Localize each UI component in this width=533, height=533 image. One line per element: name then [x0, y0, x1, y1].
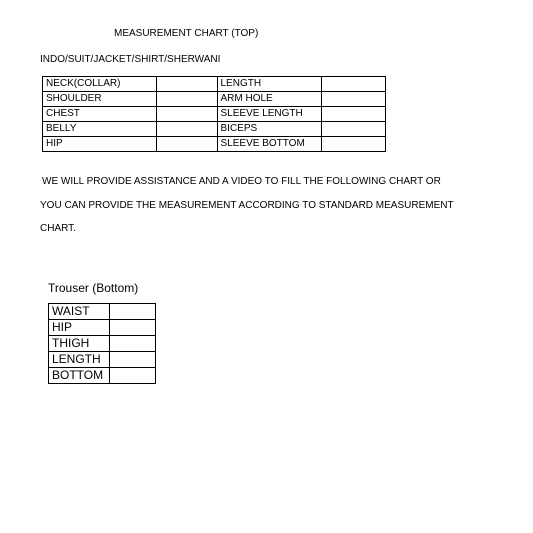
measurement-label: BELLY: [43, 122, 157, 137]
measurement-value-cell[interactable]: [109, 336, 155, 352]
measurement-value-cell[interactable]: [109, 368, 155, 384]
top-measurement-table: [42, 76, 386, 152]
table-row: [49, 352, 156, 368]
instruction-text-line: YOU CAN PROVIDE THE MEASUREMENT ACCORDING TO STANDARD MEASUREMENT: [40, 200, 454, 211]
measurement-value-cell[interactable]: [322, 77, 386, 92]
measurement-value-cell[interactable]: [156, 137, 217, 152]
table-row: [49, 368, 156, 384]
measurement-value-cell[interactable]: [109, 304, 155, 320]
measurement-value-cell[interactable]: [156, 107, 217, 122]
measurement-label: SHOULDER: [43, 92, 157, 107]
measurement-label: HIP: [43, 137, 157, 152]
measurement-value-cell[interactable]: [109, 352, 155, 368]
table-row: [49, 304, 156, 320]
measurement-label: WAIST: [49, 304, 110, 320]
measurement-label: CHEST: [43, 107, 157, 122]
measurement-value-cell[interactable]: [322, 92, 386, 107]
trouser-measurement-table: [48, 303, 156, 384]
measurement-label: SLEEVE BOTTOM: [217, 137, 322, 152]
measurement-label: SLEEVE LENGTH: [217, 107, 322, 122]
measurement-label: ARM HOLE: [217, 92, 322, 107]
table-row: [49, 320, 156, 336]
table-row: [43, 107, 386, 122]
instruction-text-line: WE WILL PROVIDE ASSISTANCE AND A VIDEO TO FILL THE FOLLOWING CHART OR: [42, 176, 441, 187]
table-row: [49, 336, 156, 352]
measurement-label: NECK(COLLAR): [43, 77, 157, 92]
table-row: [43, 137, 386, 152]
measurement-value-cell[interactable]: [156, 92, 217, 107]
measurement-label: LENGTH: [49, 352, 110, 368]
table-row: [43, 92, 386, 107]
measurement-label: LENGTH: [217, 77, 322, 92]
trouser-section-title: Trouser (Bottom): [48, 281, 139, 295]
measurement-value-cell[interactable]: [109, 320, 155, 336]
table-row: [43, 77, 386, 92]
measurement-value-cell[interactable]: [156, 77, 217, 92]
measurement-value-cell[interactable]: [322, 107, 386, 122]
garment-types-subtitle: INDO/SUIT/JACKET/SHIRT/SHERWANI: [40, 54, 221, 65]
measurement-value-cell[interactable]: [322, 137, 386, 152]
measurement-value-cell[interactable]: [156, 122, 217, 137]
measurement-value-cell[interactable]: [322, 122, 386, 137]
measurement-label: BOTTOM: [49, 368, 110, 384]
measurement-label: THIGH: [49, 336, 110, 352]
page-title: MEASUREMENT CHART (TOP): [114, 28, 259, 39]
measurement-label: HIP: [49, 320, 110, 336]
table-row: [43, 122, 386, 137]
measurement-label: BICEPS: [217, 122, 322, 137]
instruction-text-line: CHART.: [40, 223, 76, 234]
